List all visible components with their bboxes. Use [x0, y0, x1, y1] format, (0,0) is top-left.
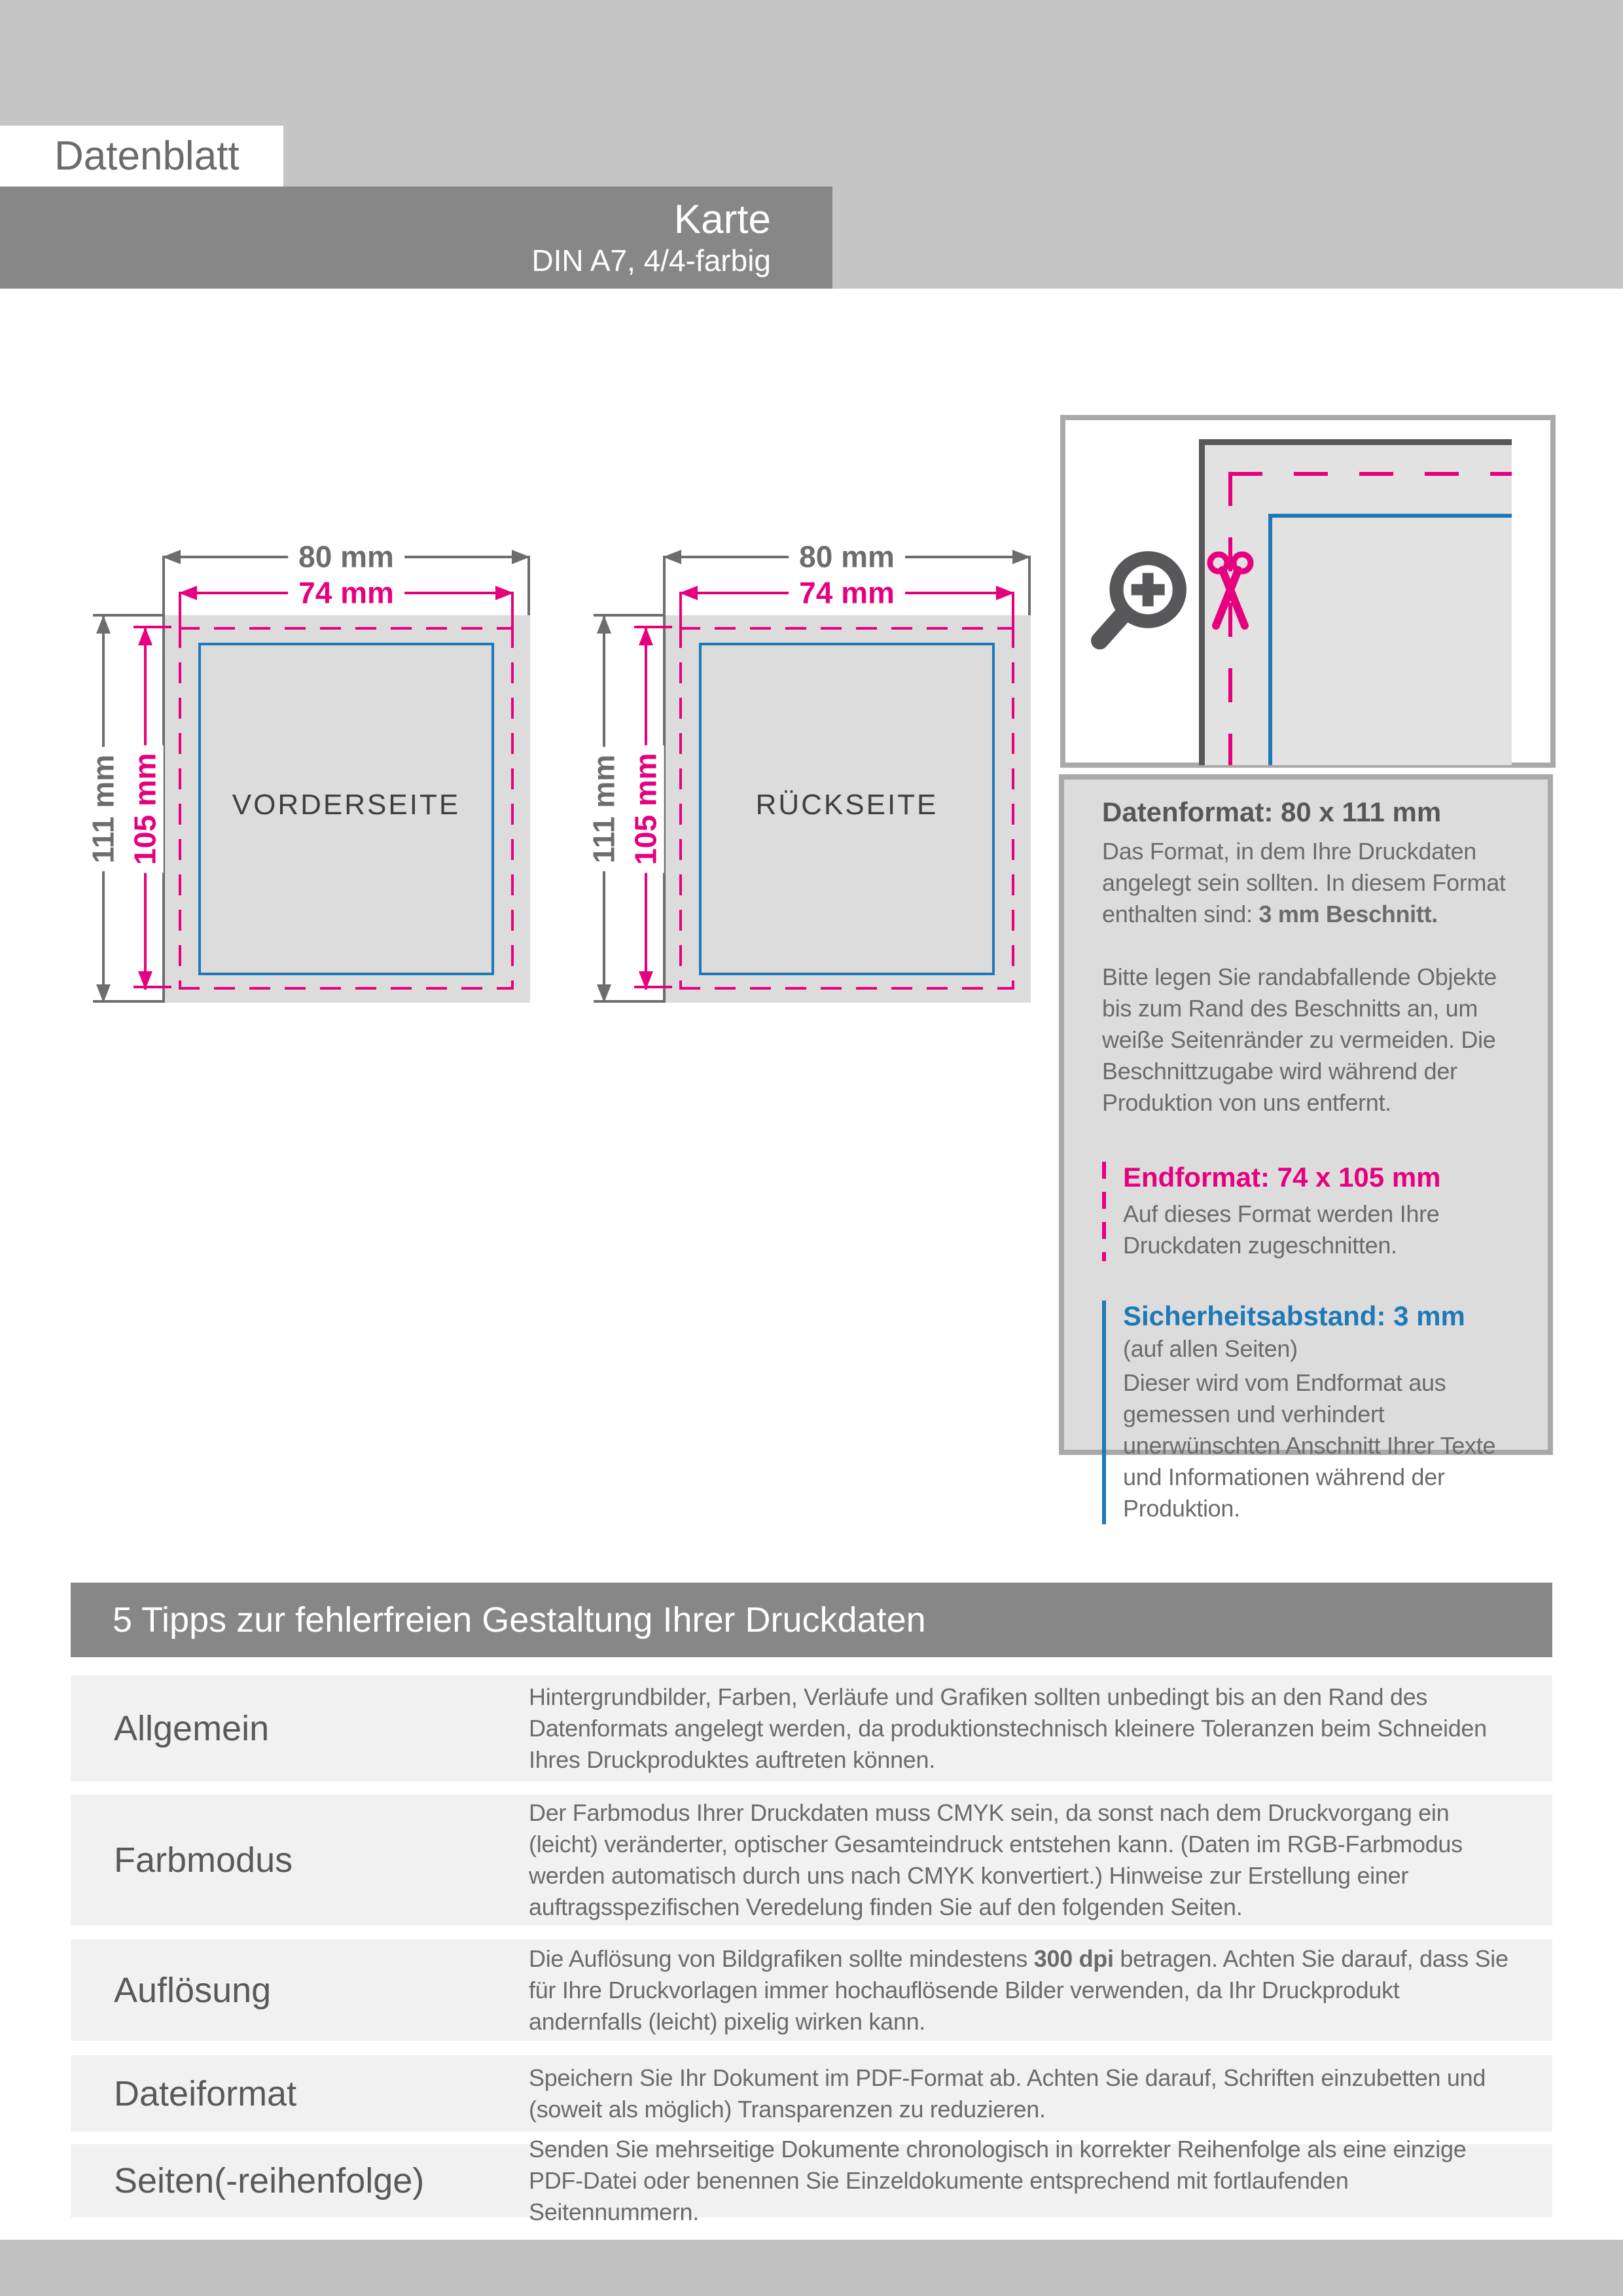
illustration-trim-line-h	[1228, 472, 1512, 476]
illustration-safety-line-v	[1268, 514, 1272, 765]
trim-line-top	[679, 627, 1014, 630]
endformat-heading: Endformat: 74 x 105 mm	[1123, 1162, 1441, 1193]
tip-label: Auflösung	[114, 1970, 272, 2010]
zoom-plus-icon	[1083, 543, 1194, 668]
product-subtitle: DIN A7, 4/4-farbig	[531, 243, 771, 278]
tip-row-farbmodus	[71, 1795, 1552, 1926]
card-side-label: VORDERSEITE	[232, 789, 461, 821]
tip-label: Allgemein	[114, 1709, 270, 1748]
trim-height-label: 105 mm	[628, 745, 664, 872]
tip-text: Senden Sie mehrseitige Dokumente chronologisch in korrekter Reihenfolge als eine einzige PDF-Datei oder benennen Sie Einzeldokumente entsprechend mit fortlaufenden Seitennummern.	[529, 2136, 1467, 2225]
tip-text-pre: Die Auflösung von Bildgrafiken sollte mindestens	[529, 1945, 1034, 1972]
trim-width-label: 74 mm	[288, 575, 404, 611]
tip-label: Farbmodus	[114, 1840, 293, 1880]
trim-height-label: 105 mm	[128, 745, 164, 872]
data-height-label: 111 mm	[86, 747, 122, 871]
tip-row-dateiformat	[71, 2055, 1552, 2132]
sicherheitsabstand-block	[1102, 1300, 1522, 1524]
endformat-body: Auf dieses Format werden Ihre Druckdaten zugeschnitten.	[1123, 1200, 1440, 1259]
data-height-label: 111 mm	[586, 747, 622, 871]
trim-line-bottom	[679, 987, 1014, 990]
tip-text-bold: 300 dpi	[1033, 1945, 1114, 1972]
tip-row-seitenreihenfolge	[71, 2136, 1552, 2225]
sicherheitsabstand-subheading: (auf allen Seiten)	[1123, 1335, 1298, 1362]
datenformat-body	[1102, 836, 1522, 930]
tip-text: Der Farbmodus Ihrer Druckdaten muss CMYK sein, da sonst nach dem Druckvorgang ein (leicht) veränderter, optischer Gesamteindruck entstehen kann. (Daten im RGB-Farbmodus werden automatisch durch uns nach CMYK konvertiert.) Hinweise zur Erstellung einer auftragsspezifischen Veredelung finden Sie auf den folgenden Seiten.	[529, 1799, 1463, 1920]
sicherheitsabstand-body: Dieser wird vom Endformat aus gemessen und verhindert unerwünschten Anschnitt Ihrer Texte und Informationen während der Produktion.	[1123, 1369, 1496, 1522]
product-title: Karte	[673, 197, 771, 242]
trim-line-top	[179, 627, 514, 630]
endformat-block	[1102, 1162, 1522, 1261]
endformat-dash-marker	[1102, 1162, 1106, 1261]
tips-heading: 5 Tipps zur fehlerfreien Gestaltung Ihrer Druckdaten	[113, 1600, 926, 1640]
tips-header-bar	[71, 1583, 1552, 1657]
tip-label: Dateiformat	[114, 2073, 297, 2113]
scissors-icon	[1204, 548, 1257, 634]
tip-label: Seiten(-reihenfolge)	[114, 2161, 425, 2200]
datenformat-heading: Datenformat: 80 x 111 mm	[1102, 797, 1442, 827]
footer-bar	[0, 2240, 1623, 2296]
tip-text	[529, 1943, 1552, 2037]
trim-line-bottom	[179, 987, 514, 990]
doc-label: Datenblatt	[54, 134, 240, 179]
illustration-safety-line-h	[1268, 514, 1512, 518]
bleed-note: Bitte legen Sie randabfallende Objekte bis zum Rand des Beschnitts an, um weiße Seitenränder zu vermeiden. Die Beschnittzugabe wird während der Produktion von uns entfernt.	[1102, 963, 1497, 1116]
datenformat-body-text: Das Format, in dem Ihre Druckdaten angelegt sein sollten. In diesem Format enthalten sind:	[1102, 838, 1506, 927]
card-side-label: RÜCKSEITE	[755, 789, 938, 821]
tip-row-aufloesung	[71, 1939, 1552, 2041]
data-width-label: 80 mm	[789, 539, 905, 575]
sicherheitsabstand-heading: Sicherheitsabstand: 3 mm	[1123, 1300, 1465, 1331]
doc-label-box	[0, 126, 283, 187]
tip-text: Speichern Sie Ihr Dokument im PDF-Format ab. Achten Sie darauf, Schriften einzubetten und (soweit als möglich) Transparenzen zu reduzieren.	[529, 2064, 1486, 2123]
safety-solid-marker	[1102, 1300, 1106, 1524]
format-info-panel	[1059, 774, 1553, 1522]
data-width-label: 80 mm	[288, 539, 404, 575]
tip-text: Hintergrundbilder, Farben, Verläufe und Grafiken sollten unbedingt bis an den Rand des Datenformats angelegt werden, da produktionstechnisch kleinere Toleranzen beim Schneiden Ihres Druckproduktes auftreten können.	[529, 1683, 1487, 1773]
tip-row-allgemein	[71, 1676, 1552, 1782]
product-title-bar	[0, 187, 832, 289]
trim-width-label: 74 mm	[789, 575, 905, 611]
datenformat-body-bold: 3 mm Beschnitt.	[1258, 901, 1438, 927]
tip-text-post: betragen. Achten Sie darauf, dass Sie für Ihre Druckvorlagen immer hochauflösende Bilder verwenden, da Ihr Druckprodukt andernfalls (leicht) pixelig wirken kann.	[529, 1945, 1508, 2035]
